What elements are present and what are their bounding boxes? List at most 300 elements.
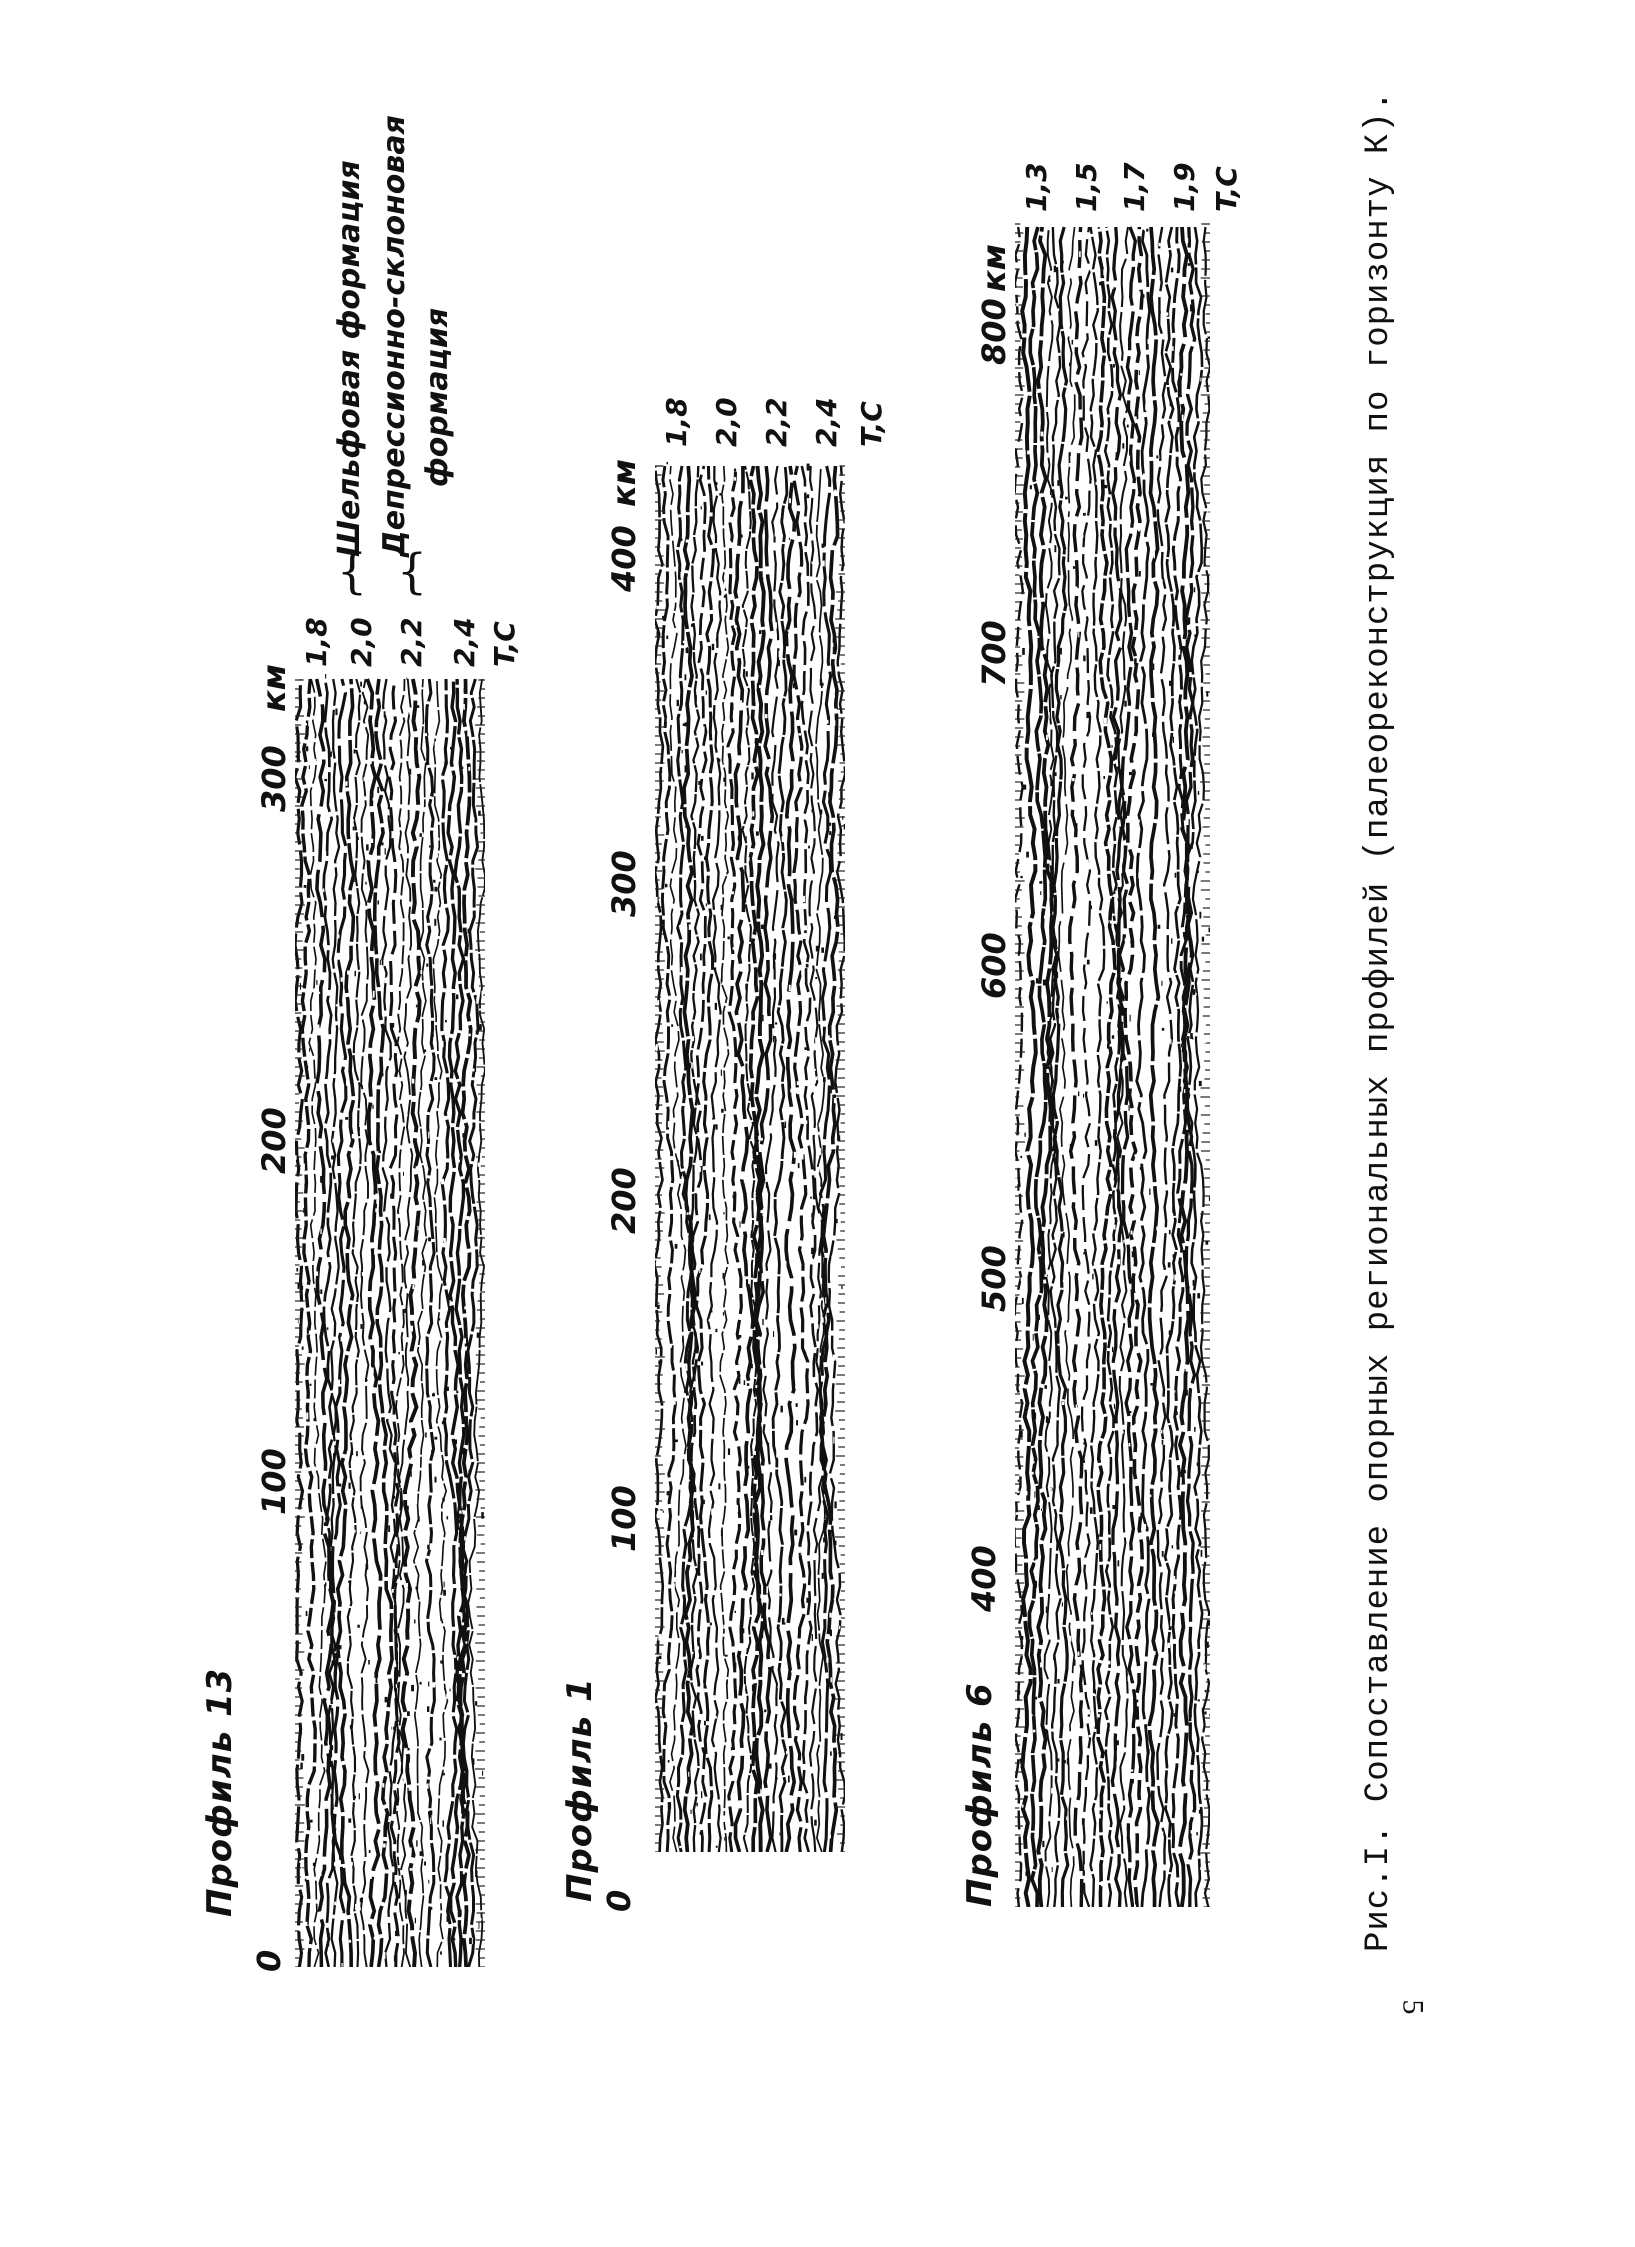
noise-speck	[1205, 1664, 1206, 1670]
noise-speck	[1112, 1347, 1113, 1352]
noise-speck	[419, 1516, 420, 1522]
noise-speck	[320, 1229, 321, 1235]
noise-speck	[658, 1000, 659, 1005]
noise-speck	[762, 1632, 763, 1638]
noise-speck	[1041, 1509, 1042, 1511]
noise-speck	[804, 1047, 807, 1050]
noise-speck	[1136, 393, 1138, 396]
noise-speck	[822, 683, 824, 686]
noise-speck	[1112, 1035, 1114, 1039]
noise-speck	[811, 1213, 813, 1217]
noise-speck	[409, 708, 410, 715]
noise-speck	[825, 1485, 826, 1488]
noise-speck	[468, 767, 470, 771]
noise-speck	[320, 1176, 322, 1183]
noise-speck	[1151, 252, 1153, 255]
noise-speck	[378, 900, 380, 904]
noise-speck	[662, 616, 665, 620]
noise-speck	[1060, 1857, 1062, 1863]
noise-speck	[1044, 916, 1046, 919]
noise-speck	[428, 1682, 429, 1687]
noise-speck	[1036, 677, 1037, 681]
noise-speck	[383, 1844, 386, 1848]
noise-speck	[721, 1109, 724, 1113]
noise-speck	[1067, 1758, 1069, 1764]
noise-speck	[801, 970, 804, 975]
figure-caption: Рис.I. Сопоставление опорных региональных профилей (палеореконструкция по горизонту К).	[1360, 89, 1398, 1952]
noise-speck	[723, 1816, 726, 1822]
noise-speck	[709, 1214, 711, 1220]
noise-speck	[1063, 1232, 1065, 1237]
noise-speck	[657, 1765, 659, 1769]
noise-speck	[1036, 978, 1038, 983]
noise-speck	[379, 1352, 381, 1359]
noise-speck	[766, 1183, 768, 1188]
noise-speck	[744, 1380, 745, 1385]
noise-speck	[431, 1450, 432, 1456]
noise-speck	[819, 753, 821, 759]
noise-speck	[365, 1379, 368, 1381]
noise-speck	[351, 1449, 353, 1455]
noise-speck	[1070, 1482, 1072, 1486]
noise-speck	[424, 1862, 426, 1866]
profile-13-twt-unit: T,C	[488, 621, 521, 667]
noise-speck	[776, 1113, 779, 1117]
noise-speck	[327, 1327, 329, 1329]
noise-speck	[1125, 938, 1128, 942]
noise-speck	[432, 1401, 435, 1405]
noise-speck	[463, 1868, 465, 1874]
noise-speck	[1180, 373, 1182, 376]
noise-speck	[305, 1879, 307, 1882]
noise-speck	[394, 974, 396, 976]
noise-speck	[730, 1231, 731, 1235]
noise-speck	[446, 1694, 448, 1700]
noise-speck	[734, 469, 736, 472]
noise-speck	[683, 1787, 686, 1794]
noise-speck	[721, 1070, 722, 1076]
noise-speck	[700, 1832, 702, 1835]
noise-speck	[352, 1470, 354, 1473]
noise-speck	[1189, 875, 1192, 882]
noise-speck	[1089, 1619, 1091, 1625]
slope-formation-label-line2: формация	[420, 307, 455, 487]
noise-speck	[1148, 339, 1151, 344]
noise-speck	[348, 1581, 350, 1583]
noise-speck	[477, 1922, 479, 1928]
noise-speck	[1168, 1262, 1171, 1267]
noise-speck	[1169, 681, 1172, 686]
noise-speck	[358, 1127, 360, 1131]
noise-speck	[705, 1685, 706, 1688]
noise-speck	[453, 1938, 456, 1941]
profile-13-tick-100: 100	[255, 1448, 293, 1515]
noise-speck	[776, 1778, 777, 1780]
noise-speck	[701, 1791, 702, 1798]
noise-speck	[671, 1167, 674, 1174]
noise-speck	[1181, 1044, 1182, 1048]
noise-speck	[844, 824, 845, 830]
noise-speck	[826, 720, 829, 724]
noise-speck	[1021, 886, 1023, 890]
noise-speck	[1071, 1233, 1073, 1239]
noise-speck	[794, 1530, 797, 1536]
noise-speck	[460, 1098, 461, 1103]
noise-speck	[1206, 691, 1208, 696]
noise-speck	[424, 1457, 426, 1463]
noise-speck	[1051, 1788, 1053, 1794]
noise-speck	[319, 1412, 320, 1414]
noise-speck	[782, 1305, 783, 1312]
noise-speck	[449, 1883, 451, 1889]
noise-speck	[1207, 511, 1208, 518]
noise-speck	[341, 1337, 343, 1341]
noise-speck	[1024, 1133, 1025, 1137]
reflector-line	[1082, 227, 1091, 1907]
noise-speck	[766, 1586, 768, 1593]
noise-speck	[331, 751, 332, 757]
noise-speck	[781, 1406, 783, 1413]
noise-speck	[350, 913, 351, 915]
noise-speck	[820, 1131, 822, 1137]
noise-speck	[355, 971, 357, 976]
noise-speck	[445, 1020, 447, 1022]
noise-speck	[1194, 587, 1195, 592]
noise-speck	[710, 1310, 712, 1313]
noise-speck	[656, 606, 659, 609]
noise-speck	[317, 1445, 318, 1447]
noise-speck	[757, 683, 759, 689]
noise-speck	[673, 1401, 676, 1404]
noise-speck	[309, 765, 310, 769]
noise-speck	[793, 1400, 794, 1407]
noise-speck	[1128, 1676, 1130, 1681]
noise-speck	[765, 888, 766, 893]
noise-speck	[355, 1904, 357, 1910]
noise-speck	[746, 1279, 748, 1284]
noise-speck	[405, 1583, 408, 1587]
noise-speck	[462, 1448, 465, 1455]
noise-speck	[823, 1325, 825, 1331]
noise-speck	[715, 1003, 717, 1010]
noise-speck	[385, 1697, 388, 1703]
noise-speck	[1153, 664, 1154, 671]
noise-speck	[341, 1911, 343, 1915]
noise-speck	[1082, 535, 1084, 538]
noise-speck	[374, 1249, 377, 1255]
noise-speck	[360, 1026, 362, 1029]
noise-speck	[1127, 425, 1129, 428]
seismic-reflectors	[295, 674, 485, 1967]
noise-speck	[671, 1024, 673, 1027]
noise-speck	[1180, 1087, 1182, 1092]
noise-speck	[470, 903, 472, 908]
noise-speck	[732, 1582, 733, 1585]
noise-speck	[400, 1267, 402, 1270]
noise-speck	[834, 490, 837, 496]
noise-speck	[1209, 1197, 1210, 1201]
noise-speck	[1140, 1167, 1142, 1170]
noise-speck	[460, 767, 463, 769]
noise-speck	[366, 1564, 369, 1570]
noise-speck	[1060, 236, 1061, 241]
noise-speck	[1158, 904, 1159, 907]
noise-speck	[314, 1418, 317, 1421]
noise-speck	[751, 1364, 753, 1369]
noise-speck	[364, 1237, 365, 1244]
reflector-line	[398, 679, 413, 1967]
noise-speck	[1046, 1606, 1047, 1613]
noise-speck	[1124, 701, 1126, 707]
noise-speck	[461, 806, 463, 812]
noise-speck	[812, 809, 814, 812]
noise-speck	[1109, 1681, 1112, 1687]
noise-speck	[343, 1158, 344, 1162]
noise-speck	[411, 1326, 413, 1332]
noise-speck	[1021, 1636, 1023, 1640]
noise-speck	[1180, 1477, 1182, 1484]
seismic-reflectors	[1015, 224, 1210, 1907]
noise-speck	[734, 477, 736, 481]
noise-speck	[354, 879, 355, 882]
noise-speck	[324, 779, 327, 781]
noise-speck	[442, 1498, 445, 1502]
noise-speck	[420, 1851, 422, 1856]
noise-speck	[757, 731, 758, 735]
noise-speck	[820, 810, 823, 815]
noise-speck	[1189, 844, 1190, 849]
noise-speck	[775, 1022, 777, 1024]
noise-speck	[1088, 1709, 1091, 1714]
noise-speck	[442, 1773, 445, 1776]
noise-speck	[703, 1500, 705, 1504]
noise-speck	[441, 1179, 444, 1185]
noise-speck	[344, 1586, 346, 1590]
noise-speck	[1124, 332, 1126, 337]
noise-speck	[711, 1509, 714, 1516]
noise-speck	[741, 535, 743, 538]
noise-speck	[822, 544, 825, 548]
noise-speck	[667, 1491, 670, 1495]
noise-speck	[1144, 1012, 1146, 1015]
noise-speck	[366, 844, 369, 850]
noise-speck	[703, 727, 705, 731]
noise-speck	[764, 1110, 766, 1114]
noise-speck	[1159, 311, 1161, 314]
noise-speck	[815, 977, 817, 979]
noise-speck	[761, 1081, 763, 1085]
noise-speck	[1135, 1165, 1138, 1169]
noise-speck	[415, 1497, 417, 1503]
noise-speck	[783, 892, 785, 897]
noise-speck	[1143, 1086, 1146, 1092]
noise-speck	[461, 1808, 464, 1814]
noise-speck	[442, 1041, 444, 1047]
noise-speck	[1076, 1404, 1077, 1409]
noise-speck	[357, 1503, 360, 1507]
noise-speck	[320, 1887, 321, 1893]
noise-speck	[1050, 780, 1053, 786]
noise-speck	[1098, 1534, 1099, 1538]
noise-speck	[324, 1522, 326, 1526]
noise-speck	[810, 1257, 812, 1263]
noise-speck	[668, 1760, 670, 1762]
noise-speck	[1112, 745, 1113, 748]
noise-speck	[433, 1615, 435, 1619]
noise-speck	[1022, 1805, 1024, 1808]
noise-speck	[821, 948, 824, 953]
noise-speck	[691, 1036, 694, 1041]
noise-speck	[822, 1573, 824, 1579]
noise-speck	[354, 749, 356, 753]
noise-speck	[1098, 1634, 1100, 1639]
noise-speck	[1018, 1691, 1020, 1695]
noise-speck	[746, 836, 747, 842]
profile-6-tick-400: 400	[965, 1545, 1003, 1612]
noise-speck	[440, 1660, 442, 1663]
noise-speck	[436, 854, 438, 858]
noise-speck	[788, 1776, 790, 1783]
noise-speck	[371, 1368, 374, 1374]
noise-speck	[416, 1166, 418, 1170]
noise-speck	[423, 807, 425, 812]
noise-speck	[830, 1035, 832, 1038]
profile-1-twt-2-2: 2,2	[760, 397, 793, 447]
noise-speck	[1049, 712, 1050, 718]
noise-speck	[468, 929, 470, 934]
noise-speck	[1077, 1684, 1078, 1690]
noise-speck	[798, 733, 801, 736]
noise-speck	[385, 848, 386, 855]
noise-speck	[803, 492, 804, 498]
noise-speck	[398, 1865, 400, 1868]
noise-speck	[827, 1014, 829, 1019]
noise-speck	[822, 1803, 824, 1810]
noise-speck	[744, 1176, 746, 1183]
noise-speck	[1168, 1643, 1170, 1648]
noise-speck	[833, 638, 834, 642]
noise-speck	[344, 766, 346, 769]
noise-speck	[783, 562, 785, 566]
noise-speck	[1022, 559, 1024, 566]
noise-speck	[708, 1319, 710, 1321]
noise-speck	[1159, 1885, 1160, 1891]
noise-speck	[396, 1684, 397, 1688]
noise-speck	[1031, 405, 1033, 411]
noise-speck	[1088, 1498, 1090, 1502]
noise-speck	[349, 1483, 351, 1489]
noise-speck	[1190, 305, 1193, 312]
noise-speck	[1074, 238, 1076, 244]
noise-speck	[731, 1369, 732, 1373]
noise-speck	[328, 724, 331, 731]
noise-speck	[417, 705, 419, 708]
noise-speck	[409, 1586, 411, 1588]
noise-speck	[474, 1350, 475, 1354]
noise-speck	[430, 1818, 431, 1824]
noise-speck	[300, 983, 301, 990]
noise-speck	[825, 1297, 826, 1303]
noise-speck	[1108, 1729, 1110, 1731]
noise-speck	[295, 1155, 297, 1160]
noise-speck	[1171, 268, 1173, 273]
noise-speck	[318, 1085, 320, 1088]
noise-speck	[739, 1335, 742, 1338]
noise-speck	[308, 721, 310, 726]
noise-speck	[352, 1134, 355, 1139]
noise-speck	[809, 1462, 811, 1465]
profile-13-tick-300: 300	[255, 745, 293, 812]
noise-speck	[733, 947, 735, 950]
noise-speck	[1113, 364, 1115, 368]
noise-speck	[394, 1955, 397, 1961]
noise-speck	[817, 1167, 820, 1173]
noise-speck	[1131, 269, 1133, 272]
noise-speck	[786, 1251, 788, 1257]
noise-speck	[1139, 370, 1140, 375]
noise-speck	[411, 1471, 412, 1477]
profile-6-twt-1-3: 1,3	[1020, 162, 1053, 212]
noise-speck	[456, 1523, 459, 1530]
noise-speck	[374, 1189, 376, 1195]
noise-speck	[1062, 1402, 1064, 1405]
noise-speck	[1200, 378, 1201, 382]
noise-speck	[443, 1590, 446, 1596]
noise-speck	[473, 1758, 475, 1765]
noise-speck	[688, 1772, 689, 1777]
noise-speck	[1171, 870, 1173, 877]
noise-speck	[783, 1261, 785, 1266]
noise-speck	[426, 964, 428, 967]
noise-speck	[826, 811, 827, 816]
noise-speck	[383, 1912, 385, 1916]
noise-speck	[306, 1413, 308, 1420]
noise-speck	[740, 1221, 741, 1227]
noise-speck	[481, 1512, 484, 1519]
profile-1-twt-1-8: 1,8	[660, 397, 693, 447]
noise-speck	[692, 871, 695, 876]
noise-speck	[841, 1025, 843, 1031]
noise-speck	[761, 1550, 763, 1555]
noise-speck	[755, 741, 757, 743]
noise-speck	[659, 1508, 661, 1512]
noise-speck	[770, 1515, 772, 1520]
noise-speck	[805, 973, 807, 976]
noise-speck	[392, 1132, 394, 1139]
noise-speck	[420, 833, 422, 837]
noise-speck	[1053, 1655, 1054, 1660]
profile-1-tick-300: 300	[605, 850, 643, 917]
noise-speck	[1078, 1092, 1079, 1097]
noise-speck	[773, 1036, 774, 1043]
noise-speck	[335, 746, 336, 750]
noise-speck	[1145, 404, 1148, 411]
noise-speck	[1023, 785, 1026, 790]
noise-speck	[741, 987, 743, 989]
noise-speck	[685, 1617, 686, 1619]
noise-speck	[1129, 1105, 1130, 1111]
noise-speck	[1185, 1390, 1188, 1396]
noise-speck	[375, 1208, 377, 1212]
noise-speck	[710, 1623, 712, 1626]
noise-speck	[1186, 640, 1188, 646]
noise-speck	[802, 896, 805, 902]
noise-speck	[697, 1646, 700, 1650]
noise-speck	[835, 1541, 837, 1546]
noise-speck	[1100, 1544, 1102, 1550]
noise-speck	[1139, 571, 1141, 577]
noise-speck	[1052, 314, 1055, 316]
